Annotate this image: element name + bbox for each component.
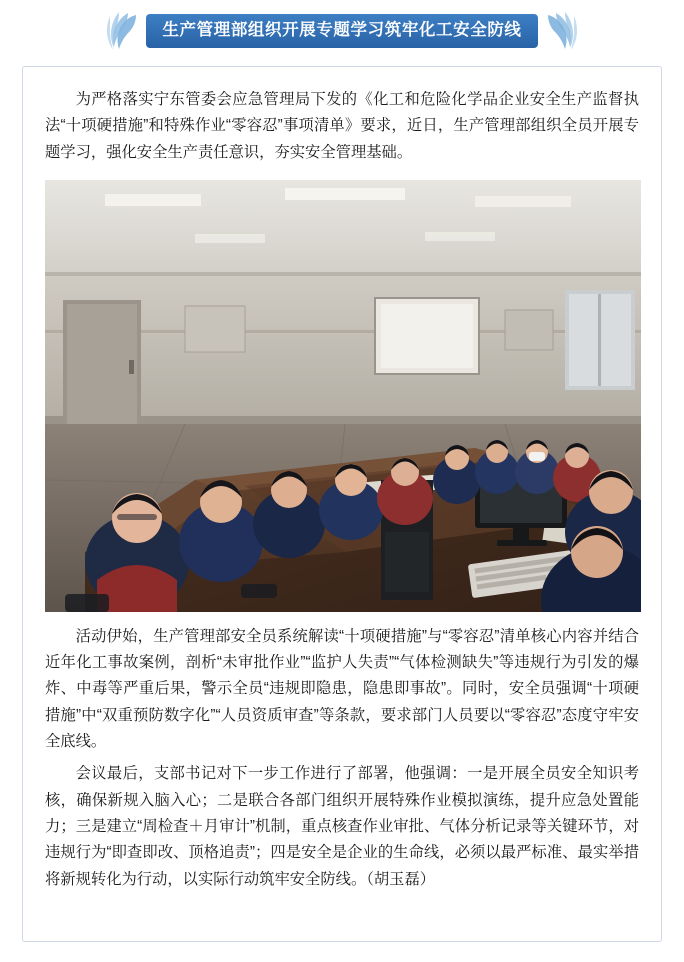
leaf-branch-icon bbox=[98, 9, 140, 53]
page-title: 生产管理部组织开展专题学习筑牢化工安全防线 bbox=[146, 14, 537, 47]
paragraph-3: 会议最后，支部书记对下一步工作进行了部署，他强调：一是开展全员安全知识考核，确保新规入脑入心；二是联合各部门组织开展特殊作业模拟演练，提升应急处置能力；三是建立“周检查＋月审计”机制，重点核查作业审批、气体分析记录等关键环节，对违规行为“即查即改、顶格追责”；四是安全是企业的生命线，必须以最严标准、最实举措将新规转化为行动，以实际行动筑牢安全防线。（胡玉磊） bbox=[45, 765, 639, 888]
page-header bbox=[0, 0, 684, 62]
header-banner-inner bbox=[98, 9, 585, 53]
article-card bbox=[22, 66, 662, 942]
leaf-branch-icon bbox=[544, 9, 586, 53]
paragraph-1: 为严格落实宁东管委会应急管理局下发的《化工和危险化学品企业安全生产监督执法“十项硬措施”和特殊作业“零容忍”事项清单》要求，近日，生产管理部组织全员开展专题学习，强化安全生产责任意识，夯实安全管理基础。 bbox=[45, 91, 639, 161]
paragraph-2: 活动伊始，生产管理部安全员系统解读“十项硬措施”与“零容忍”清单核心内容并结合近年化工事故案例，剖析“未审批作业”“监护人失责”“气体检测缺失”等违规行为引发的爆炸、中毒等严重后果，警示全员“违规即隐患，隐患即事故”。同时，安全员强调“十项硬措施”中“双重预防数字化”“人员资质审查”等条款，要求部门人员要以“零容忍”态度守牢安全底线。 bbox=[45, 627, 639, 751]
meeting-room-photo bbox=[45, 180, 641, 612]
